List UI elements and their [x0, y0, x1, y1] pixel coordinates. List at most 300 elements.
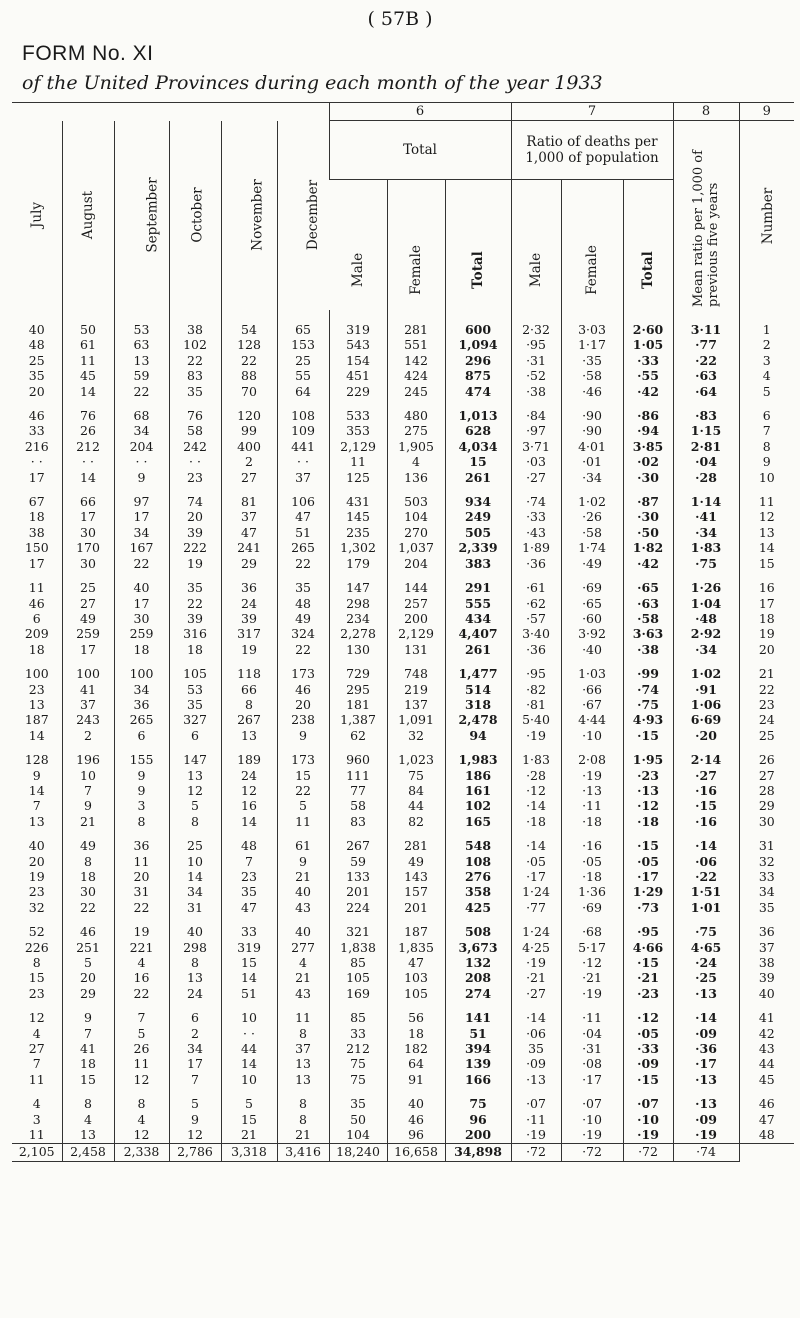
table-cell: 8	[221, 697, 277, 712]
table-cell: 49	[387, 854, 445, 869]
table-cell: 242	[169, 439, 221, 454]
table-row	[12, 509, 794, 524]
table-cell: ·95	[623, 924, 673, 939]
table-cell: ·10	[561, 1112, 623, 1127]
table-cell: 15	[221, 955, 277, 970]
table-row	[12, 384, 794, 399]
table-cell: 46	[277, 682, 329, 697]
header-december: December	[304, 180, 321, 251]
table-cell: 30	[114, 611, 169, 626]
table-cell: 216	[24, 438, 49, 454]
table-cell: ·90	[561, 423, 623, 438]
total-cell: ·72	[623, 1143, 673, 1161]
table-cell: 17	[739, 596, 794, 611]
table-cell: 25	[739, 728, 794, 743]
table-cell: 100	[24, 666, 49, 682]
table-cell: ·35	[561, 353, 623, 368]
table-cell: ·12	[511, 783, 561, 798]
table-cell: ·97	[511, 423, 561, 438]
table-cell: ·09	[511, 1056, 561, 1071]
table-cell: 10	[221, 1010, 277, 1025]
table-cell: ·31	[561, 1041, 623, 1056]
table-cell: 8	[169, 955, 221, 970]
table-cell: 5·40	[511, 712, 561, 727]
table-cell: ·55	[623, 368, 673, 383]
table-cell: 37	[739, 940, 794, 955]
table-cell: 167	[114, 540, 169, 555]
table-cell: 4·01	[561, 439, 623, 454]
table-cell: 2	[739, 337, 794, 352]
table-cell: 13	[28, 696, 45, 712]
table-cell: 12	[221, 783, 277, 798]
table-cell: 5	[169, 1096, 221, 1111]
total-cell: 3,318	[221, 1143, 277, 1161]
table-cell: 18	[169, 642, 221, 657]
table-cell: 137	[387, 697, 445, 712]
table-cell: 65	[277, 310, 329, 337]
table-cell: 3·63	[623, 626, 673, 641]
table-cell: 166	[445, 1072, 511, 1087]
table-cell: 34	[114, 682, 169, 697]
table-cell: 44	[739, 1056, 794, 1071]
table-cell: 43	[739, 1041, 794, 1056]
table-row	[12, 940, 794, 955]
page-subtitle: of the United Provinces during each month of the year 1933	[22, 72, 603, 94]
table-cell: 4	[739, 368, 794, 383]
table-cell: 267	[329, 838, 387, 853]
table-cell: 434	[445, 611, 511, 626]
table-cell: 261	[445, 642, 511, 657]
table-row	[12, 798, 794, 813]
table-cell: 18	[62, 1056, 114, 1071]
table-cell: 40	[169, 924, 221, 939]
total-cell: 34,898	[445, 1143, 511, 1161]
table-cell: 40	[277, 924, 329, 939]
table-cell: 41	[739, 1010, 794, 1025]
table-cell: 4	[387, 454, 445, 469]
table-cell: 251	[62, 940, 114, 955]
table-cell: 1·24	[511, 884, 561, 899]
table-cell: 14	[221, 970, 277, 985]
table-cell: ·23	[623, 768, 673, 783]
table-cell: ·16	[673, 783, 739, 798]
table-cell: 31	[739, 838, 794, 853]
table-cell: 8	[169, 814, 221, 829]
table-cell: 7	[221, 854, 277, 869]
table-cell: 106	[277, 494, 329, 509]
table-cell: 23	[221, 869, 277, 884]
table-cell: 120	[221, 408, 277, 423]
table-row	[12, 353, 794, 368]
table-cell: 5·17	[561, 940, 623, 955]
table-cell: 533	[329, 408, 387, 423]
table-cell: 23	[28, 985, 45, 1001]
table-cell: 85	[329, 1010, 387, 1025]
table-cell: 23	[169, 470, 221, 485]
table-cell: ·19	[511, 728, 561, 743]
table-cell: 32	[739, 854, 794, 869]
table-cell: 265	[277, 540, 329, 555]
table-cell: ·46	[561, 384, 623, 399]
totals-row	[12, 1143, 794, 1161]
table-cell: ·07	[623, 1096, 673, 1111]
table-cell: 12	[169, 1127, 221, 1143]
table-cell: 25	[277, 353, 329, 368]
table-cell: ·14	[511, 798, 561, 813]
header-mean-ratio: Mean ratio per 1,000 of previous five years	[691, 150, 722, 307]
table-row	[12, 986, 794, 1001]
table-cell: 281	[387, 838, 445, 853]
table-cell: 1,094	[445, 337, 511, 352]
table-cell: 68	[114, 408, 169, 423]
table-cell: 319	[221, 940, 277, 955]
table-cell: ·81	[511, 697, 561, 712]
table-cell: ·40	[561, 642, 623, 657]
table-cell: 15	[221, 1112, 277, 1127]
table-cell: 62	[329, 728, 387, 743]
table-cell: ·18	[511, 814, 561, 829]
table-cell: 76	[169, 408, 221, 423]
table-cell: 19	[114, 924, 169, 939]
table-cell: ·09	[673, 1112, 739, 1127]
table-cell: 21	[739, 666, 794, 681]
table-cell: ·38	[623, 642, 673, 657]
table-cell: 2,129	[387, 626, 445, 641]
table-cell: 179	[329, 556, 387, 571]
table-cell: 49	[62, 611, 114, 626]
table-cell: 15	[28, 970, 45, 986]
table-cell: 32	[387, 728, 445, 743]
table-cell: 26	[114, 1041, 169, 1056]
table-cell: 100	[114, 666, 169, 681]
table-cell: ·06	[511, 1026, 561, 1041]
table-cell: 235	[329, 525, 387, 540]
table-row	[12, 752, 794, 767]
table-row	[12, 525, 794, 540]
table-cell: ·52	[511, 368, 561, 383]
table-cell: 96	[445, 1112, 511, 1127]
table-cell: 21	[62, 814, 114, 829]
header-ratio-male: Male	[528, 252, 545, 288]
table-cell: 105	[387, 986, 445, 1001]
table-cell: 4	[114, 955, 169, 970]
table-cell: ·15	[623, 955, 673, 970]
header-august: August	[79, 191, 96, 240]
column-number-ratio: 7	[511, 103, 673, 121]
table-cell: 104	[387, 509, 445, 524]
table-cell: 40	[387, 1096, 445, 1111]
table-cell: 13	[28, 813, 45, 829]
table-cell: 204	[387, 556, 445, 571]
table-cell: 31	[114, 884, 169, 899]
table-cell: 47	[739, 1112, 794, 1127]
table-cell: 11	[28, 1071, 45, 1087]
table-cell: 46	[28, 408, 45, 424]
table-cell: 34	[739, 884, 794, 899]
table-cell: 35	[28, 368, 45, 384]
table-cell: 19	[221, 642, 277, 657]
table-cell: 54	[221, 310, 277, 337]
table-cell: ·14	[673, 838, 739, 853]
table-cell: ·30	[623, 470, 673, 485]
table-cell: 295	[329, 682, 387, 697]
table-cell: ·15	[623, 838, 673, 853]
table-cell: 12	[739, 509, 794, 524]
table-cell: 1,387	[329, 712, 387, 727]
table-cell: 9	[739, 454, 794, 469]
table-cell: ·27	[511, 470, 561, 485]
table-cell: 85	[329, 955, 387, 970]
table-cell: ·12	[623, 1010, 673, 1025]
table-cell: ·69	[561, 580, 623, 595]
table-cell: 5	[169, 798, 221, 813]
table-cell: ·19	[561, 1127, 623, 1143]
table-cell: 296	[445, 353, 511, 368]
table-cell: 16	[739, 580, 794, 595]
table-cell: 133	[329, 869, 387, 884]
column-number-number: 9	[739, 103, 794, 121]
table-row	[12, 423, 794, 438]
table-cell: 5	[114, 1026, 169, 1041]
total-cell: 2,458	[62, 1143, 114, 1161]
table-cell: 474	[445, 384, 511, 399]
table-cell: 17	[62, 642, 114, 657]
table-cell: 30	[62, 525, 114, 540]
table-cell: 4,407	[445, 626, 511, 641]
table-cell: ·60	[561, 611, 623, 626]
table-cell: · ·	[221, 1026, 277, 1041]
table-cell: ·22	[673, 353, 739, 368]
table-cell: 1,302	[329, 540, 387, 555]
table-cell: 15	[62, 1072, 114, 1087]
table-cell: 13	[62, 1127, 114, 1143]
table-cell: 16	[114, 970, 169, 985]
table-cell: 13	[277, 1056, 329, 1071]
table-cell: 102	[445, 798, 511, 813]
table-cell: 28	[739, 783, 794, 798]
table-cell: 170	[62, 540, 114, 555]
table-cell: 875	[445, 368, 511, 383]
table-cell: 51	[445, 1026, 511, 1041]
table-cell: 3·92	[561, 626, 623, 641]
table-row	[12, 310, 794, 337]
table-cell: 4·25	[511, 940, 561, 955]
table-cell: 748	[387, 666, 445, 681]
table-cell: 20	[169, 509, 221, 524]
table-cell: 150	[24, 540, 49, 556]
table-cell: 50	[329, 1112, 387, 1127]
table-cell: 257	[387, 596, 445, 611]
table-cell: ·19	[673, 1127, 739, 1143]
table-row	[12, 970, 794, 985]
table-cell: ·63	[623, 596, 673, 611]
table-cell: 226	[24, 939, 49, 955]
table-cell: 181	[329, 697, 387, 712]
table-cell: 24	[221, 768, 277, 783]
table-cell: 219	[387, 682, 445, 697]
total-cell: ·74	[673, 1143, 739, 1161]
table-cell: 17	[28, 469, 45, 485]
table-row	[12, 838, 794, 853]
table-cell: · ·	[169, 454, 221, 469]
table-cell: 11	[62, 353, 114, 368]
table-cell: 59	[114, 368, 169, 383]
table-row	[12, 869, 794, 884]
table-cell: 61	[277, 838, 329, 853]
table-row	[12, 900, 794, 915]
table-cell: 22	[277, 556, 329, 571]
table-row	[12, 884, 794, 899]
table-cell: 189	[221, 752, 277, 767]
table-cell: 30	[739, 814, 794, 829]
table-cell: 83	[169, 368, 221, 383]
table-cell: 431	[329, 494, 387, 509]
table-cell: ·17	[623, 869, 673, 884]
table-cell: 7	[32, 798, 41, 814]
table-cell: ·06	[673, 854, 739, 869]
table-cell: 4·65	[673, 940, 739, 955]
table-cell: 14	[28, 782, 45, 798]
table-cell: 221	[114, 940, 169, 955]
table-cell: ·77	[673, 337, 739, 352]
table-cell: ·25	[673, 970, 739, 985]
table-cell: 245	[387, 384, 445, 399]
table-cell: 15	[277, 768, 329, 783]
table-cell: ·26	[561, 509, 623, 524]
table-cell: 5	[221, 1096, 277, 1111]
table-cell: 22	[62, 900, 114, 915]
table-cell: 508	[445, 924, 511, 939]
table-cell: ·19	[623, 1127, 673, 1143]
table-cell: 1·03	[561, 666, 623, 681]
table-cell: 9	[169, 1112, 221, 1127]
table-cell: 212	[329, 1041, 387, 1056]
table-cell: 19	[739, 626, 794, 641]
table-cell: 48	[28, 337, 45, 353]
table-cell: ·09	[623, 1056, 673, 1071]
table-cell: ·82	[511, 682, 561, 697]
table-cell: 13	[169, 970, 221, 985]
table-cell: 22	[114, 556, 169, 571]
table-cell: 441	[277, 439, 329, 454]
table-cell: 36	[739, 924, 794, 939]
table-cell: 503	[387, 494, 445, 509]
table-cell: 58	[169, 423, 221, 438]
table-cell: ·84	[511, 408, 561, 423]
table-cell: 109	[277, 423, 329, 438]
table-cell: 43	[277, 900, 329, 915]
table-cell: 21	[277, 970, 329, 985]
table-cell: 3·40	[511, 626, 561, 641]
table-cell: ·13	[673, 1096, 739, 1111]
table-cell: 212	[62, 439, 114, 454]
table-cell: 8	[277, 1096, 329, 1111]
table-cell: 14	[739, 540, 794, 555]
table-cell: 2·60	[623, 310, 673, 337]
table-cell: 94	[445, 728, 511, 743]
table-cell: ·08	[561, 1056, 623, 1071]
page-number: ( 57B )	[367, 8, 433, 30]
table-cell: 35	[169, 697, 221, 712]
table-cell: 30	[62, 556, 114, 571]
table-cell: 5	[739, 384, 794, 399]
table-row	[12, 454, 794, 469]
table-cell: ·11	[511, 1112, 561, 1127]
table-cell: 21	[277, 869, 329, 884]
table-cell: 196	[62, 752, 114, 767]
table-cell: 35	[739, 900, 794, 915]
table-cell: 132	[445, 955, 511, 970]
table-cell: 75	[445, 1096, 511, 1111]
table-cell: 8	[277, 1026, 329, 1041]
table-cell: 6	[169, 728, 221, 743]
table-row	[12, 368, 794, 383]
table-cell: 187	[24, 712, 49, 728]
table-cell: ·04	[673, 454, 739, 469]
table-cell: 46	[28, 595, 45, 611]
table-cell: ·83	[673, 408, 739, 423]
table-cell: ·34	[673, 525, 739, 540]
table-cell: 74	[169, 494, 221, 509]
table-cell: 8	[114, 1096, 169, 1111]
table-cell: 6	[32, 610, 41, 626]
table-cell: 18	[387, 1026, 445, 1041]
table-cell: ·75	[673, 924, 739, 939]
table-cell: 353	[329, 423, 387, 438]
table-cell: 4	[32, 1096, 41, 1112]
table-cell: ·69	[561, 900, 623, 915]
table-cell: ·21	[561, 970, 623, 985]
table-cell: 20	[28, 383, 45, 399]
table-cell: 275	[387, 423, 445, 438]
table-cell: ·16	[673, 814, 739, 829]
table-cell: 36	[114, 697, 169, 712]
table-cell: 11	[114, 1056, 169, 1071]
table-cell: 38	[28, 524, 45, 540]
table-cell: 22	[739, 682, 794, 697]
table-cell: ·95	[511, 337, 561, 352]
table-cell: 18	[28, 641, 45, 657]
table-cell: 238	[277, 712, 329, 727]
table-cell: ·05	[623, 854, 673, 869]
table-cell: 10	[62, 768, 114, 783]
table-cell: 555	[445, 596, 511, 611]
table-cell: ·58	[561, 368, 623, 383]
table-cell: ·58	[623, 611, 673, 626]
table-cell: 21	[277, 1127, 329, 1143]
table-cell: 25	[169, 838, 221, 853]
table-cell: ·17	[673, 1056, 739, 1071]
table-cell: 2·08	[561, 752, 623, 767]
table-cell: · ·	[62, 454, 114, 469]
table-cell: 24	[169, 986, 221, 1001]
table-cell: 142	[387, 353, 445, 368]
table-cell: 44	[221, 1041, 277, 1056]
table-cell: 960	[329, 752, 387, 767]
table-cell: 15	[739, 556, 794, 571]
table-cell: 480	[387, 408, 445, 423]
table-cell: 1,037	[387, 540, 445, 555]
table-cell: 43	[277, 986, 329, 1001]
table-cell: 35	[277, 580, 329, 595]
table-cell: ·64	[673, 384, 739, 399]
table-cell: 22	[169, 596, 221, 611]
table-cell: 2	[169, 1026, 221, 1041]
total-cell: 2,786	[169, 1143, 221, 1161]
table-cell: ·33	[623, 1041, 673, 1056]
table-cell: ·36	[511, 556, 561, 571]
table-cell: ·91	[673, 682, 739, 697]
